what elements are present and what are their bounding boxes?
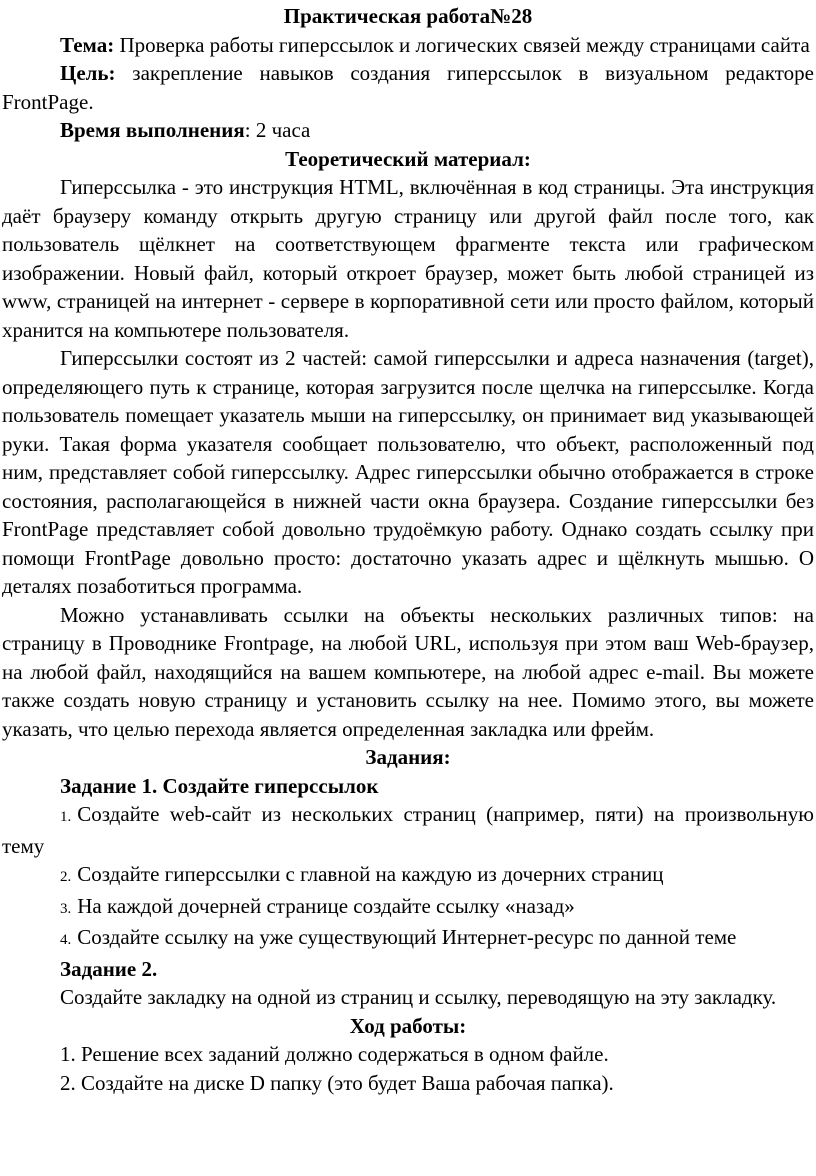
task1-item: [2, 923, 814, 955]
task1-item-text: На каждой дочерней странице создайте ссылку «назад»: [77, 893, 575, 918]
document-title: Практическая работа№28: [283, 4, 533, 28]
progress-step: 1. Решение всех заданий должно содержаться в одном файле.: [60, 1042, 609, 1066]
topic-label: Тема:: [60, 32, 115, 57]
task2-heading: Задание 2.: [60, 956, 158, 981]
topic-line: [2, 31, 814, 60]
task1-item-text: Создайте гиперссылки с главной на каждую из дочерних страниц: [77, 862, 664, 886]
theory-heading: Теоретический материал:: [285, 146, 531, 171]
task1-item-number: 1.: [60, 809, 72, 825]
theory-paragraph: Гиперссылки состоят из 2 частей: самой гиперссылки и адреса назначения (target), определяющего путь к странице, которая загрузится после щелчка на гиперссылке. Когда пользователь помещает указатель мыши на гиперссылку, он принимает вид указывающей руки. Такая форма указателя сообщает пользователю, что объект, расположенный под ним, представляет собой гиперссылку. Адрес гиперссылки обычно отображается в строке состояния, располагающейся в нижней части окна браузера. Создание гиперссылки без FrontPage представляет собой довольно трудоёмкую работу. Однако создать ссылку при помощи FrontPage довольно просто: достаточно указать адрес и щёлкнуть мышью. О деталях позаботиться программа.: [2, 346, 814, 598]
task1-item-number: 2.: [60, 869, 72, 885]
time-text: : 2 часа: [244, 118, 311, 142]
theory-paragraph: Гиперссылка - это инструкция HTML, включённая в код страницы. Эта инструкция даёт браузеру команду открыть другую страницу или другой файл после того, как пользователь щёлкнет на соответствующем фрагменте текста или графическом изображении. Новый файл, который откроет браузер, может быть любой страницей из www, страницей на интернет - сервере в корпоративной сети или просто файлом, который хранится на компьютере пользователя.: [2, 175, 814, 342]
task1-item: [2, 800, 814, 860]
topic-text: Проверка работы гиперссылок и логических связей между страницами сайта: [114, 32, 810, 57]
task1-heading: Задание 1. Создайте гиперссылок: [60, 773, 379, 798]
goal-label: Цель:: [60, 61, 116, 85]
progress-heading: Ход работы:: [349, 1013, 467, 1038]
progress-step: 2. Создайте на диске D папку (это будет Ваша рабочая папка).: [60, 1070, 614, 1095]
task2-text: Создайте закладку на одной из страниц и ссылку, переводящую на эту закладку.: [60, 985, 777, 1009]
goal-text: закрепление навыков создания гиперссылок в визуальном редакторе FrontPage.: [2, 61, 814, 114]
theory-paragraph: Можно устанавливать ссылки на объекты нескольких различных типов: на страницу в Проводнике Frontpage, на любой URL, используя при этом ваш Web-браузер, на любой файл, находящийся на вашем компьютере, на любой адрес e-mail. Вы можете также создать новую страницу и установить ссылку на нее. Помимо этого, вы можете указать, что целью перехода является определенная закладка или фрейм.: [2, 602, 814, 741]
task1-item-text: Создайте ссылку на уже существующий Интернет-ресурс по данной теме: [77, 925, 737, 949]
time-line: [2, 116, 814, 145]
tasks-heading: Задания:: [365, 745, 451, 769]
task1-item: [2, 892, 814, 924]
goal-line: [2, 59, 814, 116]
task1-item-number: 3.: [60, 900, 72, 917]
task1-item-number: 4.: [60, 932, 72, 948]
time-label: Время выполнения: [60, 118, 245, 142]
task1-item-text: Создайте web-сайт из нескольких страниц (например, пяти) на произвольную тему: [2, 802, 814, 858]
task1-item: [2, 860, 814, 892]
